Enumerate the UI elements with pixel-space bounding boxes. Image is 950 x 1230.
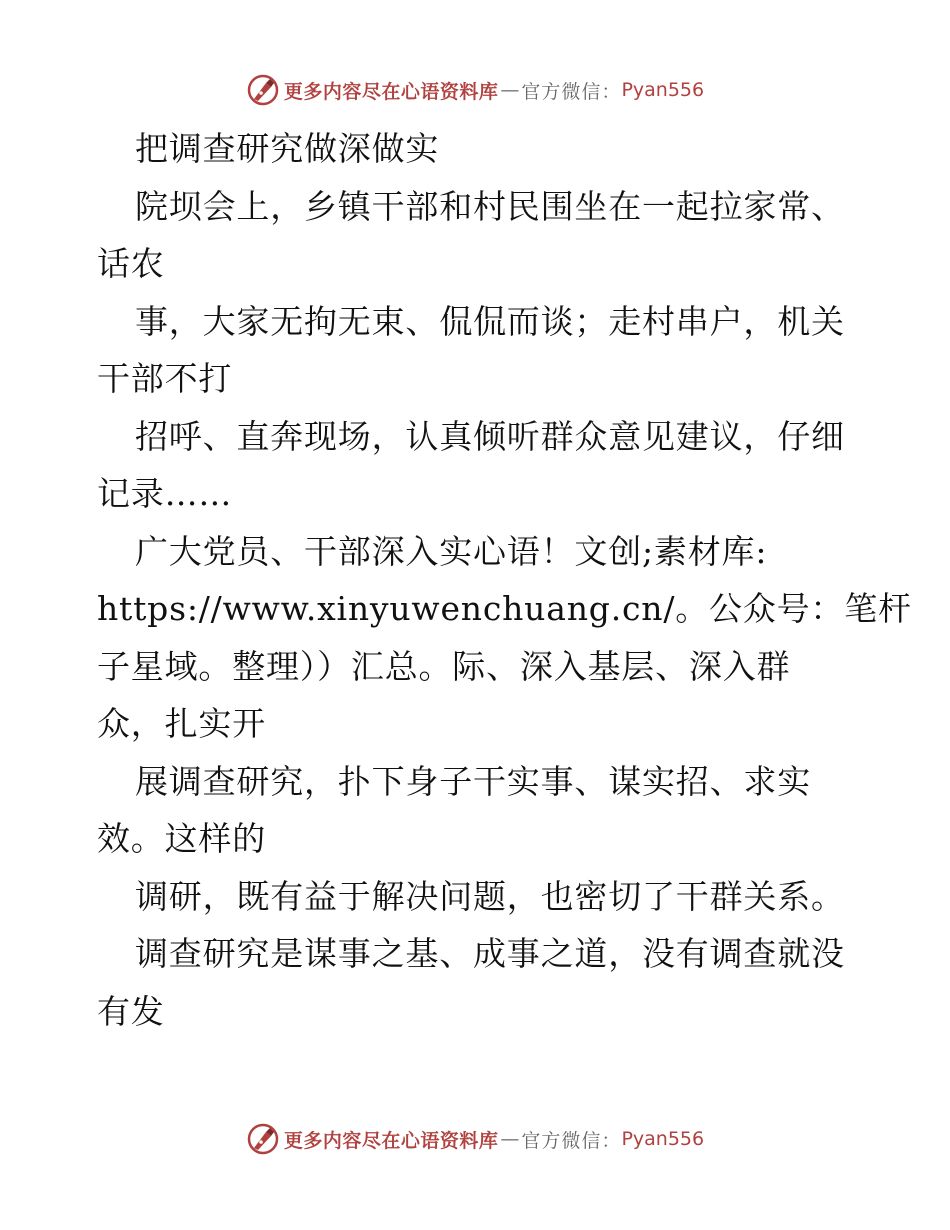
text-line: 有发 xyxy=(97,991,165,1031)
text-line: 院坝会上，乡镇干部和村民围坐在一起拉家常、 xyxy=(135,186,845,226)
text-line: 调查研究是谋事之基、成事之道，没有调查就没 xyxy=(135,934,845,973)
brand-text: 更多内容尽在心语资料库 xyxy=(283,80,499,103)
text-line: 记录…… xyxy=(97,474,233,513)
brand-text: 更多内容尽在心语资料库 xyxy=(283,1129,499,1152)
pen-nib-logo-icon xyxy=(246,1122,280,1156)
wechat-label: 官方微信： xyxy=(521,80,622,103)
text-line: 子星域。整理））汇总。际、深入基层、深入群 xyxy=(97,646,791,686)
brand-separator: — xyxy=(500,79,520,101)
text-line: 广大党员、干部深入实心语！文创;素材库: xyxy=(135,531,768,571)
pen-nib-logo-icon xyxy=(246,73,280,107)
wechat-id: Pyan556 xyxy=(621,79,705,101)
text-line: 展调查研究，扑下身子干实事、谋实招、求实 xyxy=(135,761,811,801)
text-line: 招呼、直奔现场，认真倾听群众意见建议，仔细 xyxy=(135,416,845,456)
header-brand-bar xyxy=(0,70,950,110)
text-line: https://www.xinyuwenchuang.cn/。公众号：笔杆 xyxy=(97,589,912,628)
wechat-label: 官方微信： xyxy=(521,1129,622,1152)
wechat-id: Pyan556 xyxy=(621,1128,705,1150)
document-body xyxy=(97,120,912,1040)
text-line: 事，大家无拘无束、侃侃而谈；走村串户，机关 xyxy=(135,301,845,341)
text-line: 效。这样的 xyxy=(97,819,266,858)
brand-separator: — xyxy=(500,1128,520,1150)
text-line: 干部不打 xyxy=(97,359,233,398)
text-line: 调研，既有益于解决问题，也密切了干群关系。 xyxy=(135,876,845,916)
text-line: 众，扎实开 xyxy=(97,704,266,743)
text-line: 把调查研究做深做实 xyxy=(135,129,440,168)
footer-brand-bar xyxy=(0,1119,950,1159)
text-line: 话农 xyxy=(97,244,165,283)
